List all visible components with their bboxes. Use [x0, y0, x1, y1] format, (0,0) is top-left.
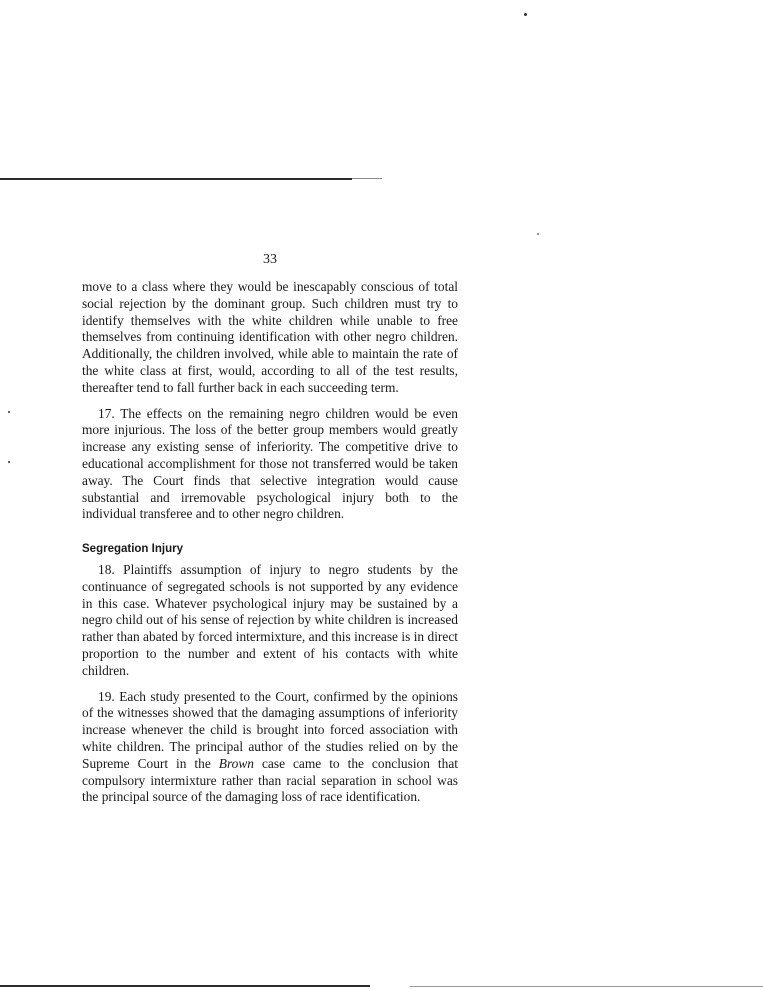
scan-speck	[8, 461, 10, 463]
page-number: 33	[263, 252, 277, 267]
paragraph-19	[82, 689, 458, 807]
scan-speck	[537, 233, 539, 235]
paragraph-19-text-start: 19. Each study presented to the Court, confirmed by the opinions of the witnesses showed that the damaging assumptions of inferiority increase whenever the child is brought into forced association with white children. The principal author of the studies relied on by the Supreme Court in the	[82, 688, 458, 771]
scan-artifact-top-line	[0, 178, 352, 180]
document-body	[82, 279, 458, 806]
case-name-italic: Brown	[218, 755, 254, 771]
paragraph-18: 18. Plaintiffs assumption of injury to negro students by the continuance of segregated schools is not supported by any evidence in this case. Whatever psychological injury may be sustained by a negro child out of his sense of rejection by white children is increased rather than abated by forced intermixture, and this increase is in direct proportion to the number and extent of his contacts with white children.	[82, 561, 458, 678]
scan-artifact-top-line-fade	[352, 178, 382, 179]
section-heading: Segregation Injury	[82, 543, 183, 556]
scan-artifact-bottom-line	[0, 985, 370, 987]
paragraph-17: 17. The effects on the remaining negro children would be even more injurious. The loss of the better group members would greatly increase any existing sense of inferiority. The competitive drive to educational accomplishment for those not transferred would be taken away. The Court finds that selective integration would cause substantial and irremovable psychological injury both to the individual transferee and to other negro children.	[82, 405, 458, 522]
scan-artifact-bottom-line-right	[410, 986, 763, 987]
scan-speck	[524, 13, 527, 16]
scan-speck	[8, 411, 10, 413]
paragraph-continuation: move to a class where they would be inescapably conscious of total social rejection by the dominant group. Such children must try to identify themselves with the white children while unable to free themselves from continuing identification with other negro children. Additionally, the children involved, while able to maintain the rate of the white class at first, would, according to all of the test results, thereafter tend to fall further back in each succeeding term.	[82, 279, 458, 395]
paragraph-19-text-end: case came to the conclusion that compulsory intermixture rather than racial separation in school was the principal source of the damaging loss of race identification.	[82, 755, 458, 805]
